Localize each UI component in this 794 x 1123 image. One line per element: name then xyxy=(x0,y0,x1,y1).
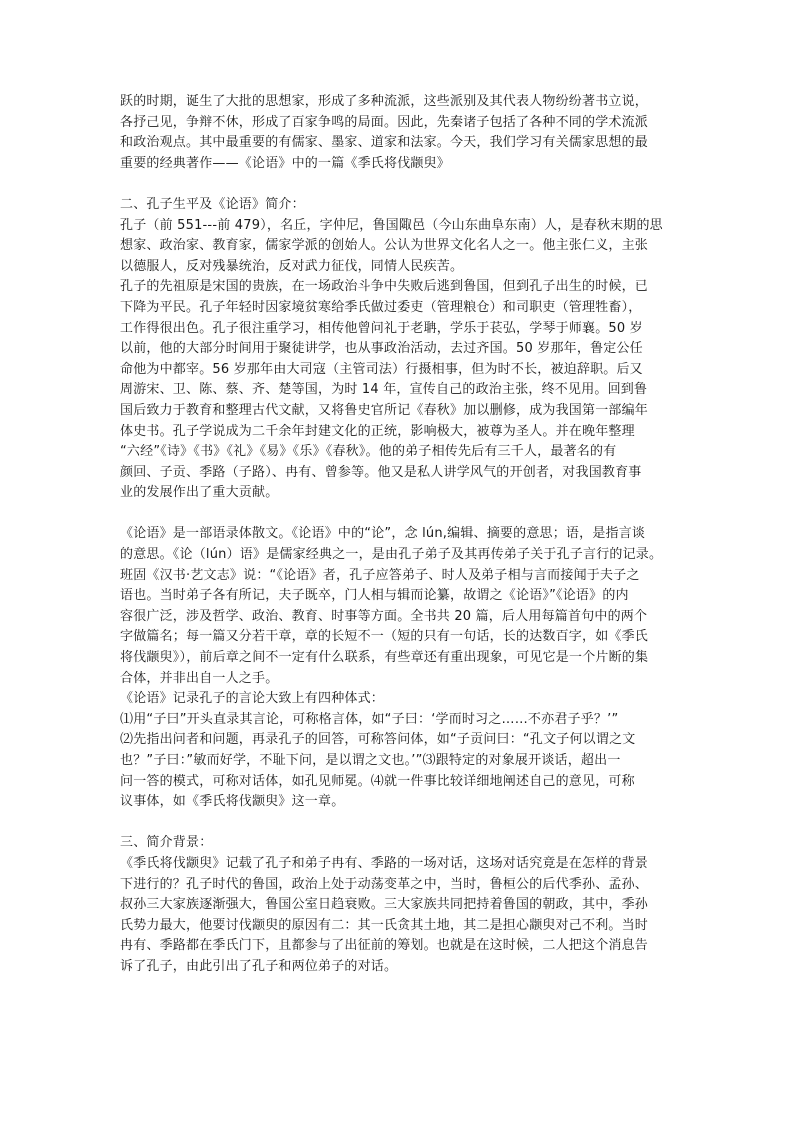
section-heading: 二、孔子生平及《论语》简介： xyxy=(120,196,305,212)
text-line: 叔孙三大家族逐渐强大，鲁国公室日趋衰败。三大家族共同把持着鲁国的朝政，其中，季孙 xyxy=(120,897,649,913)
text-line: 重要的经典著作——《论语》中的一篇《季氏将伐颛臾》 xyxy=(120,155,451,171)
text-line: 各抒己见，争辩不休，形成了百家争鸣的局面。因此，先秦诸子包括了各种不同的学术流派 xyxy=(120,114,649,130)
text-line: ⑴用“子曰”开头直录其言论，可称格言体，如“子曰：‘学而时习之……不亦君子乎？’” xyxy=(120,711,619,727)
text-line: 颜回、子贡、季路（子路）、冉有、曾参等。他又是私人讲学风气的开创者，对我国教育事 xyxy=(120,464,642,480)
text-line: 《论语》是一部语录体散文。《论语》中的“论”，念 lún,编辑、摘要的意思；语，是指言谈 xyxy=(120,526,646,542)
text-line: 《季氏将伐颛臾》记载了孔子和弟子冉有、季路的一场对话，这场对话究竟是在怎样的背景 xyxy=(120,855,649,871)
text-line: 体史书。孔子学说成为二千余年封建文化的正统，影响极大，被尊为圣人。并在晚年整理 xyxy=(120,423,635,439)
text-line: 《论语》记录孔子的言论大致上有四种体式： xyxy=(120,691,385,707)
text-line: 下进行的？孔子时代的鲁国，政治上处于动荡变革之中，当时，鲁桓公的后代季孙、孟孙、 xyxy=(120,876,649,892)
text-line: 字做篇名；每一篇又分若干章，章的长短不一（短的只有一句话，长的达数百字，如《季氏 xyxy=(120,629,649,645)
confucius-bio-paragraph xyxy=(120,216,680,504)
text-line: 语也。当时弟子各有所记，夫子既卒，门人相与辑而论纂，故谓之《论语》”《论语》的内 xyxy=(120,588,629,604)
text-line: 班固《汉书·艺文志》说：“《论语》者，孔子应答弟子、时人及弟子相与言而接闻于夫子之 xyxy=(120,567,640,583)
text-line: 容很广泛，涉及哲学、政治、教育、时事等方面。全书共 20 篇，后人用每篇首句中的两个 xyxy=(120,608,648,624)
text-line: 以前，他的大部分时间用于聚徒讲学，也从事政治活动，去过齐国。50 岁那年，鲁定公任 xyxy=(120,341,643,357)
text-line: 业的发展作出了重大贡献。 xyxy=(120,485,279,501)
section-heading: 三、简介背景： xyxy=(120,835,213,851)
text-line: 问一答的模式，可称对话体，如孔见师冕。⑷就一件事比较详细地阐述自己的意见，可称 xyxy=(120,773,635,789)
text-line: ⑵先指出问者和问题，再录孔子的回答，可称答问体，如“子贡问曰：“孔文子何以谓之文 xyxy=(120,732,636,748)
text-line: 也？”子曰：”敏而好学，不耻下问，是以谓之文也。’”⑶跟特定的对象展开谈话，超出一 xyxy=(120,753,621,768)
text-line: 议事体，如《季氏将伐颛臾》这一章。 xyxy=(120,794,345,810)
text-line: 跃的时期，诞生了大批的思想家，形成了多种流派，这些派别及其代表人物纷纷著书立说， xyxy=(120,94,649,109)
section-three xyxy=(120,833,680,977)
text-line: 和政治观点。其中最重要的有儒家、墨家、道家和法家。今天，我们学习有关儒家思想的最 xyxy=(120,135,649,151)
text-line: 想家、政治家、教育家，儒家学派的创始人。公认为世界文化名人之一。他主张仁义，主张 xyxy=(120,238,649,254)
text-line: 氏势力最大，他要讨伐颛臾的原因有二：其一氏贪其土地，其二是担心颛臾对己不利。当时 xyxy=(120,917,649,933)
text-line: 周游宋、卫、陈、蔡、齐、楚等国，为时 14 年，宣传自己的政治主张，终不见用。回到鲁 xyxy=(120,382,648,398)
paragraph-spacer xyxy=(120,504,680,525)
text-line: 孔子（前 551---前 479），名丘，字仲尼，鲁国陬邑（今山东曲阜东南）人，是春秋末期的思 xyxy=(120,217,663,233)
paragraph-spacer xyxy=(120,174,680,195)
text-line: 孔子的先祖原是宋国的贵族，在一场政治斗争中失败后逃到鲁国，但到孔子出生的时候，已 xyxy=(120,279,649,295)
text-line: 诉了孔子，由此引出了孔子和两位弟子的对话。 xyxy=(120,958,398,974)
lunyu-intro-paragraph xyxy=(120,524,680,812)
text-line: 合体，并非出自一人之手。 xyxy=(120,670,279,686)
text-line: 下降为平民。孔子年轻时因家境贫寒给季氏做过委吏（管理粮仓）和司职吏（管理牲畜）， xyxy=(120,299,642,315)
text-line: 国后致力于教育和整理古代文献，又将鲁史官所记《春秋》加以删修，成为我国第一部编年 xyxy=(120,402,649,418)
text-line: 命他为中都宰。56 岁那年由大司寇（主管司法）行摄相事，但为时不长，被迫辞职。后又 xyxy=(120,361,643,377)
text-line: 的意思。《论（lún）语》是儒家经典之一，是由孔子弟子及其再传弟子关于孔子言行的记录。 xyxy=(120,547,663,563)
paragraph-spacer xyxy=(120,813,680,834)
section-two xyxy=(120,195,680,813)
text-line: 以德服人，反对残暴统治，反对武力征伐，同情人民疾苦。 xyxy=(120,258,464,274)
document-page xyxy=(120,92,680,978)
text-line: 冉有、季路都在季氏门下，且都参与了出征前的筹划。也就是在这时候，二人把这个消息告 xyxy=(120,938,649,954)
text-line: 将伐颛臾》），前后章之间不一定有什么联系，有些章还有重出现象，可见它是一个片断的集 xyxy=(120,650,649,666)
intro-paragraph xyxy=(120,92,680,174)
text-line: 工作得很出色。孔子很注重学习，相传他曾问礼于老聃，学乐于苌弘，学琴于师襄。50 岁 xyxy=(120,320,643,336)
text-line: “六经”《诗》《书》《礼》《易》《乐》《春秋》。他的弟子相传先后有三千人，最著名的有 xyxy=(120,444,617,460)
